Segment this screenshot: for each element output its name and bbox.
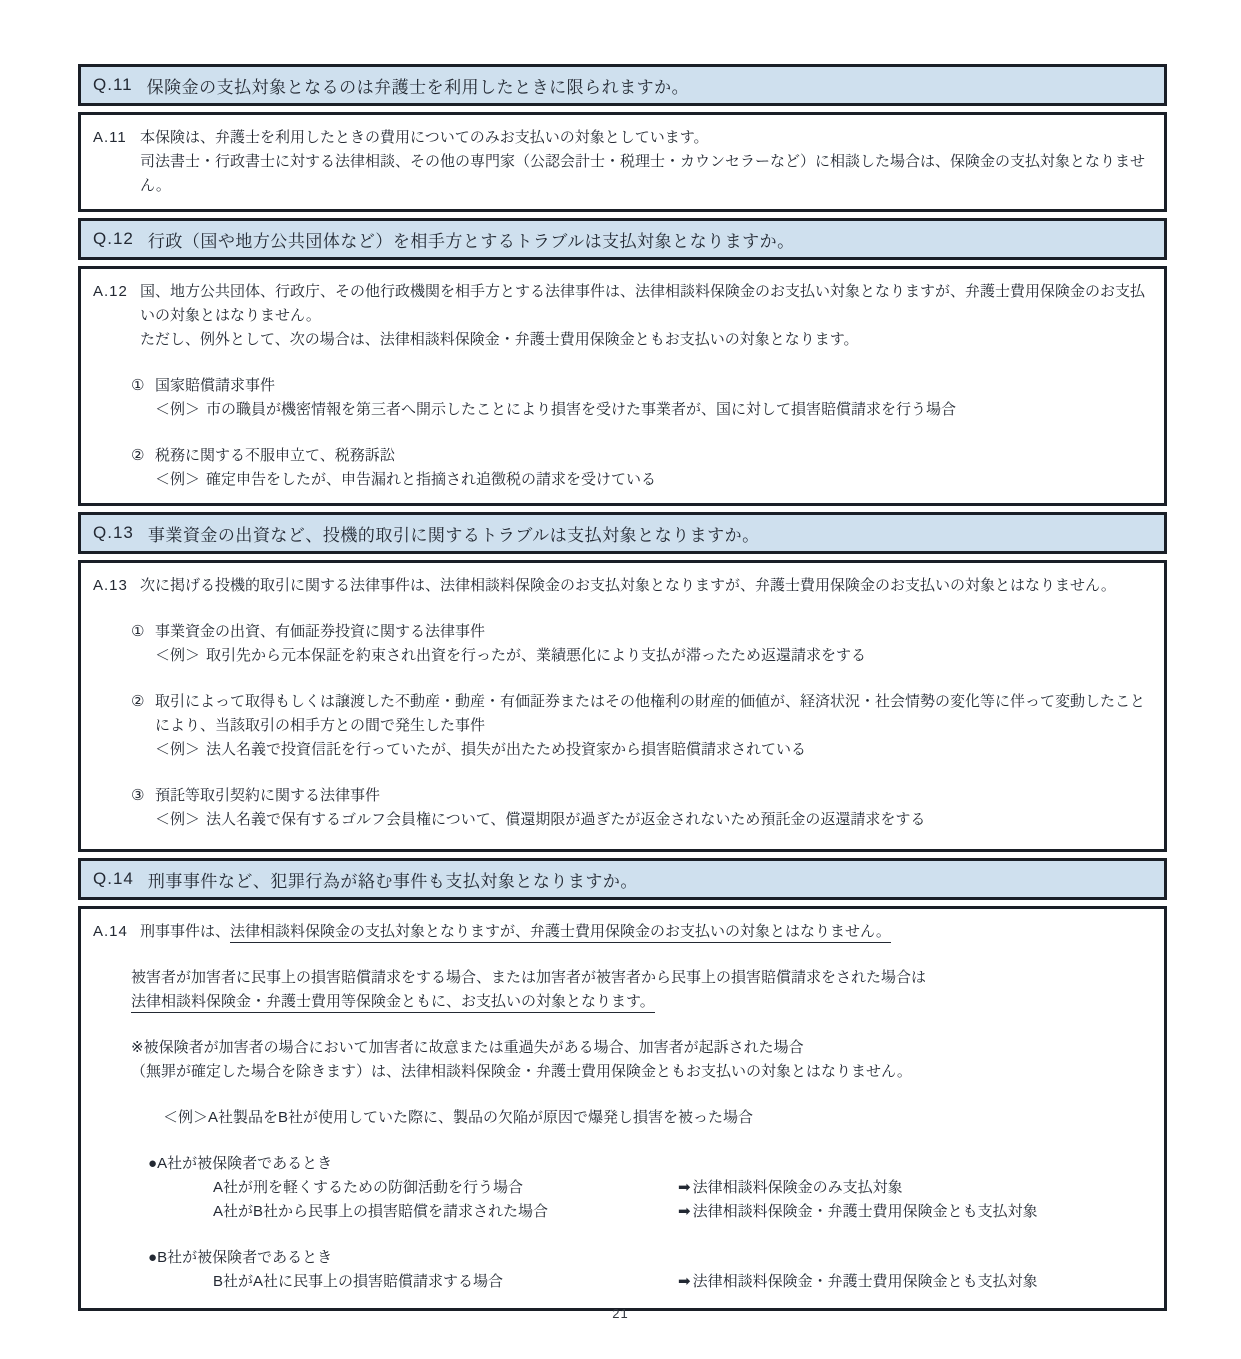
arrow-right-icon: ➡ — [678, 1273, 691, 1290]
case-result-text: 法律相談料保険金のみ支払対象 — [692, 1179, 903, 1196]
underlined-text: 法律相談料保険金・弁護士費用等保険金ともに、お支払いの対象となります。 — [131, 993, 655, 1013]
case-result-text: 法律相談料保険金・弁護士費用保険金とも支払対象 — [692, 1273, 1038, 1290]
item-title: 取引によって取得もしくは譲渡した不動産・動産・有価証券またはその他権利の財産的価値が、経済状況・社会情勢の変化等に伴って変動したことにより、当該取引の相手方との間で発生した事件 — [155, 693, 1146, 734]
item-number: ③ — [131, 787, 145, 804]
answer-body — [140, 574, 1150, 598]
answer-box-a12 — [78, 266, 1167, 506]
question-label: Q.12 — [93, 229, 134, 248]
item-number: ① — [131, 377, 145, 394]
answer-lead — [93, 574, 1150, 598]
case-block-b — [93, 1246, 1150, 1294]
item-example — [155, 808, 1150, 832]
question-text: 事業資金の出資など、投機的取引に関するトラブルは支払対象となりますか。 — [147, 525, 760, 545]
answer-line: 本保険は、弁護士を利用したときの費用についてのみお支払いの対象としています。 — [140, 129, 709, 146]
example-text: 取引先から元本保証を約束され出資を行ったが、業績悪化により支払が滞ったため返還請求をする — [206, 647, 867, 664]
list-item — [131, 620, 1150, 668]
item-body — [155, 690, 1150, 762]
case-title-text: A社が被保険者であるとき — [157, 1155, 333, 1172]
question-label: Q.11 — [93, 75, 133, 94]
arrow-right-icon: ➡ — [678, 1203, 691, 1220]
answer-label: A.12 — [93, 283, 128, 300]
item-number: ② — [131, 447, 145, 464]
answer-box-a11 — [78, 112, 1167, 212]
answer-line — [140, 920, 1150, 944]
answer-label: A.11 — [93, 129, 127, 146]
item-title: 事業資金の出資、有価証券投資に関する法律事件 — [155, 623, 486, 640]
example-label: ＜例＞ — [163, 1109, 209, 1126]
case-result — [678, 1176, 1150, 1200]
list-item — [131, 374, 1150, 422]
arrow-right-icon: ➡ — [678, 1179, 691, 1196]
list-item — [131, 784, 1150, 832]
example-label: ＜例＞ — [155, 401, 201, 418]
item-example — [155, 398, 1150, 422]
answer-line: 次に掲げる投機的取引に関する法律事件は、法律相談料保険金のお支払対象となりますが、弁護士費用保険金のお支払いの対象とはなりません。 — [140, 577, 1116, 594]
example-label: ＜例＞ — [155, 647, 201, 664]
underlined-text: 法律相談料保険金の支払対象となりますが、弁護士費用保険金のお支払いの対象とはなりません。 — [230, 923, 891, 943]
item-example — [155, 468, 1150, 492]
list-item — [131, 444, 1150, 492]
case-row — [213, 1200, 1150, 1224]
answer-lead — [93, 126, 1150, 198]
case-condition: A社が刑を軽くするための防御活動を行う場合 — [213, 1179, 524, 1196]
item-title: 国家賠償請求事件 — [155, 377, 276, 394]
answer-line: 国、地方公共団体、行政庁、その他行政機関を相手方とする法律事件は、法律相談料保険金のお支払い対象となりますが、弁護士費用保険金のお支払いの対象とはなりません。 — [140, 283, 1146, 324]
question-text: 保険金の支払対象となるのは弁護士を利用したときに限られますか。 — [146, 77, 690, 97]
case-condition: A社がB社から民事上の損害賠償を請求された場合 — [213, 1203, 549, 1220]
question-label: Q.13 — [93, 523, 134, 542]
bullet-icon: ● — [148, 1155, 158, 1172]
question-header-q12 — [78, 218, 1167, 260]
answer-body — [140, 920, 1150, 944]
example-text: 市の職員が機密情報を第三者へ開示したことにより損害を受けた事業者が、国に対して損害賠償請求を行う場合 — [206, 401, 957, 418]
example-line — [163, 1106, 1150, 1130]
answer-body — [140, 126, 1150, 198]
case-result — [678, 1200, 1150, 1224]
case-row — [213, 1270, 1150, 1294]
case-result-text: 法律相談料保険金・弁護士費用保険金とも支払対象 — [692, 1203, 1038, 1220]
question-header-q13 — [78, 512, 1167, 554]
lead-prefix: 刑事事件は、 — [140, 923, 231, 940]
item-example — [155, 738, 1150, 762]
item-body — [155, 444, 1150, 492]
example-label: ＜例＞ — [155, 471, 201, 488]
case-condition: B社がA社に民事上の損害賠償請求する場合 — [213, 1273, 504, 1290]
bullet-icon: ● — [148, 1249, 158, 1266]
question-text: 刑事事件など、犯罪行為が絡む事件も支払対象となりますか。 — [147, 871, 638, 891]
item-example — [155, 644, 1150, 668]
answer-lead — [93, 920, 1150, 944]
example-label: ＜例＞ — [155, 741, 201, 758]
answer-lead — [93, 280, 1150, 352]
note-line: （無罪が確定した場合を除きます）は、法律相談料保険金・弁護士費用保険金ともお支払いの対象とはなりません。 — [131, 1063, 912, 1080]
paragraph-line — [131, 990, 1150, 1014]
answer-body — [140, 280, 1150, 352]
list-item — [131, 690, 1150, 762]
case-block-a — [93, 1152, 1150, 1224]
answer-label: A.14 — [93, 923, 128, 940]
question-header-q14 — [78, 858, 1167, 900]
example-text: 法人名義で保有するゴルフ会員権について、償還期限が過ぎたが返金されないため預託金の返還請求をする — [206, 811, 926, 828]
item-body — [155, 620, 1150, 668]
case-title — [148, 1152, 1150, 1176]
note-paragraph — [131, 1036, 1150, 1084]
example-text: 確定申告をしたが、申告漏れと指摘され追徴税の請求を受けている — [206, 471, 657, 488]
question-header-q11 — [78, 64, 1167, 106]
paragraph-line: 被害者が加害者に民事上の損害賠償請求をする場合、または加害者が被害者から民事上の損害賠償請求をされた場合は — [131, 969, 927, 986]
case-row — [213, 1176, 1150, 1200]
page-number: 21 — [612, 1306, 629, 1321]
item-title: 預託等取引契約に関する法律事件 — [155, 787, 381, 804]
question-label: Q.14 — [93, 869, 134, 888]
answer-box-a13 — [78, 560, 1167, 852]
answer-box-a14 — [78, 906, 1167, 1311]
item-number: ① — [131, 623, 145, 640]
item-number: ② — [131, 693, 145, 710]
case-result — [678, 1270, 1150, 1294]
note-line: ※被保険者が加害者の場合において加害者に故意または重過失がある場合、加害者が起訴された場合 — [131, 1039, 804, 1056]
case-title-text: B社が被保険者であるとき — [157, 1249, 333, 1266]
answer-line: ただし、例外として、次の場合は、法律相談料保険金・弁護士費用保険金ともお支払いの対象となります。 — [140, 331, 859, 348]
question-text: 行政（国や地方公共団体など）を相手方とするトラブルは支払対象となりますか。 — [147, 231, 795, 251]
example-text: A社製品をB社が使用していた際に、製品の欠陥が原因で爆発し損害を被った場合 — [208, 1109, 754, 1126]
answer-line: 司法書士・行政書士に対する法律相談、その他の専門家（公認会計士・税理士・カウンセラーなど）に相談した場合は、保険金の支払対象となりません。 — [140, 153, 1146, 194]
item-body — [155, 784, 1150, 832]
item-title: 税務に関する不服申立て、税務訴訟 — [155, 447, 395, 464]
answer-label: A.13 — [93, 577, 128, 594]
example-text: 法人名義で投資信託を行っていたが、損失が出たため投資家から損害賠償請求されている — [206, 741, 807, 758]
paragraph — [131, 966, 1150, 1014]
case-title — [148, 1246, 1150, 1270]
item-body — [155, 374, 1150, 422]
example-label: ＜例＞ — [155, 811, 201, 828]
